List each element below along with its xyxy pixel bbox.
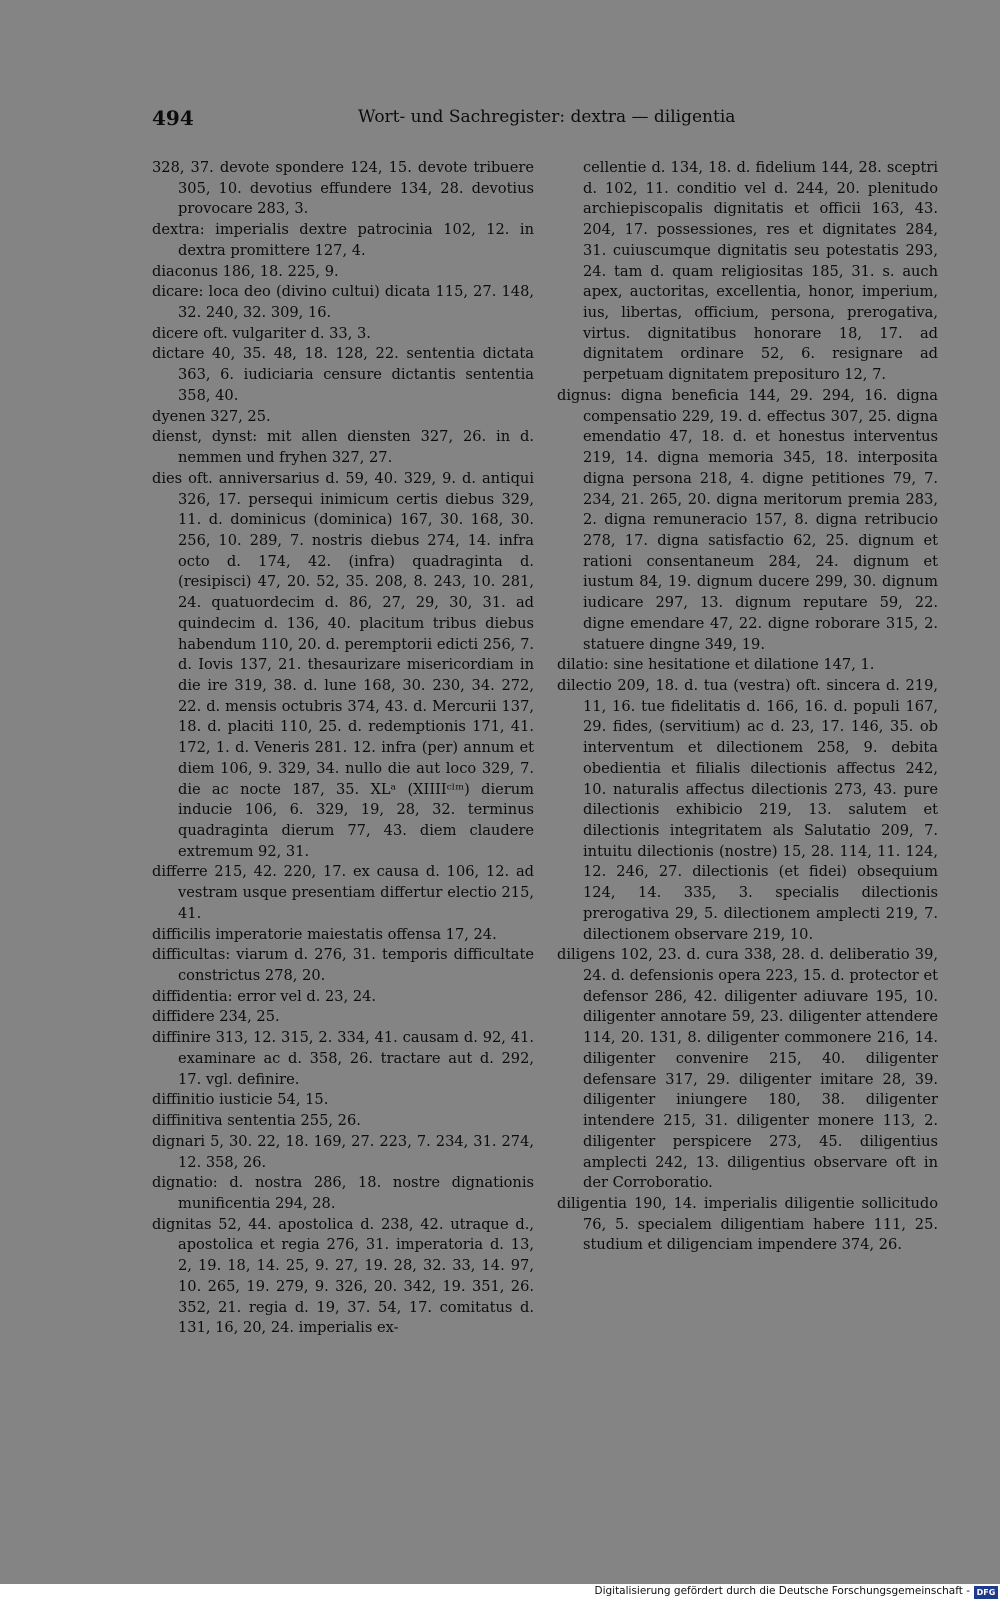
index-entry: dienst, dynst: mit allen diensten 327, 26. in d. nemmen und fryhen 327, 27.	[152, 428, 534, 467]
index-entry: diffidentia: error vel d. 23, 24.	[152, 987, 377, 1005]
index-column-left	[152, 158, 534, 1339]
index-entry: dextra: imperialis dextre patrocinia 102, 12. in dextra promittere 127, 4.	[152, 221, 534, 259]
index-entry: cellentie d. 134, 18. d. fidelium 144, 28. sceptri d. 102, 11. conditio vel d. 244, 20. plenitudo archiepiscopalis dignitatis et officii 163, 43. 204, 17. possessiones, res et dignitates 284, 31. cuiuscumque dignitatis seu potestatis 293, 24. tam d. quam religiositas 185, 31. s. auch apex, auctoritas, excellentia, honor, imperium, ius, libertas, officium, persona, prerogativa, virtus. dignitatibus honorare 18, 17. ad dignitatem ordinare 52, 6. resignare ad perpetuam dignitatem preposituro 12, 7.	[583, 159, 938, 384]
index-entry: dicere oft. vulgariter d. 33, 3.	[152, 324, 371, 342]
index-entry: differre 215, 42. 220, 17. ex causa d. 106, 12. ad vestram usque presentiam differtur electio 215, 41.	[152, 863, 534, 922]
index-entry: diffinitiva sententia 255, 26.	[152, 1112, 361, 1130]
index-entry: diffinitio iusticie 54, 15.	[152, 1091, 329, 1109]
index-entry: dies oft. anniversarius d. 59, 40. 329, 9. d. antiqui 326, 17. persequi inimicum certis diebus 329, 11. d. dominicus (dominica) 167, 30. 168, 30. 256, 10. 289, 7. nostris diebus 274, 14. infra octo d. 174, 42. (infra) quadraginta d. (resipisci) 47, 20. 52, 35. 208, 8. 243, 10. 281, 24. quatuordecim d. 86, 27, 29, 30, 31. ad quindecim d. 136, 40. placitum tribus diebus habendum 110, 20. d. peremptorii edicti 256, 7. d. Iovis 137, 21. thesaurizare misericordiam in die ire 319, 38. d. lune 168, 30. 230, 34. 272, 22. d. mensis octubris 374, 43. d. Mercurii 137, 18. d. placiti 110, 25. d. redemptionis 171, 41. 172, 1. d. Veneris 281. 12. infra (per) annum et diem 106, 9. 329, 34. nullo die aut loco 329, 7. die ac nocte 187, 35. XLᵃ (XIIIIᶜˡᵐ) dierum inducie 106, 6. 329, 19, 28, 32. terminus quadraginta dierum 77, 43. diem claudere extremum 92, 31.	[152, 469, 534, 860]
digitization-footer	[0, 1584, 1000, 1602]
page-number: 494	[152, 106, 194, 130]
footer-credit: Digitalisierung gefördert durch die Deutsche Forschungsgemeinschaft -	[594, 1585, 970, 1597]
index-entry: diffidere 234, 25.	[152, 1008, 280, 1026]
index-entry: diligens 102, 23. d. cura 338, 28. d. deliberatio 39, 24. d. defensionis opera 223, 15. d. protector et defensor 286, 42. diligenter adiuvare 195, 10. diligenter annotare 59, 23. diligenter attendere 114, 20. 131, 8. diligenter commonere 216, 14. diligenter convenire 215, 40. diligenter defensare 317, 29. diligenter imitare 28, 39. diligenter iniungere 180, 38. diligenter intendere 215, 31. diligenter monere 113, 2. diligenter perspicere 273, 45. diligentius amplecti 242, 13. diligentius observare oft in der Corroboratio.	[557, 946, 938, 1192]
index-entry: dignatio: d. nostra 286, 18. nostre dignationis munificentia 294, 28.	[152, 1174, 534, 1212]
running-title: Wort- und Sachregister: dextra — diligentia	[358, 107, 736, 127]
index-entry: dyenen 327, 25.	[152, 407, 271, 425]
index-entry: dignitas 52, 44. apostolica d. 238, 42. utraque d., apostolica et regia 276, 31. imperatoria d. 13, 2, 19. 18, 14. 25, 9. 27, 19. 28, 32. 33, 14. 97, 10. 265, 19. 279, 9. 326, 20. 342, 19. 351, 26. 352, 21. regia d. 19, 37. 54, 17. comitatus d. 131, 16, 20, 24. imperialis ex-	[152, 1215, 534, 1337]
index-entry: dicare: loca deo (divino cultui) dicata 115, 27. 148, 32. 240, 32. 309, 16.	[152, 283, 534, 322]
index-entry: diaconus 186, 18. 225, 9.	[152, 262, 339, 280]
index-entry: difficultas: viarum d. 276, 31. temporis difficultate constrictus 278, 20.	[152, 946, 534, 985]
index-entry: dignus: digna beneficia 144, 29. 294, 16. digna compensatio 229, 19. d. effectus 307, 25. digna emendatio 47, 18. d. et honestus interventus 219, 14. digna memoria 345, 18. interposita digna persona 218, 4. digne petitiones 79, 7. 234, 21. 265, 20. digna meritorum premia 283, 2. digna remuneracio 157, 8. digna retribucio 278, 17. digna satisfactio 62, 25. dignum et rationi consentaneum 284, 24. dignum et iustum 84, 19. dignum ducere 299, 30. dignum iudicare 297, 13. dignum reputare 59, 22. digne emendare 47, 22. digne roborare 315, 2. statuere dingne 349, 19.	[557, 386, 938, 653]
index-entry: diligentia 190, 14. imperialis diligentie sollicitudo 76, 5. specialem diligentiam habere 111, 25. studium et diligenciam impendere 374, 26.	[557, 1194, 938, 1254]
page-header	[152, 106, 736, 136]
index-entry: dictare 40, 35. 48, 18. 128, 22. sententia dictata 363, 6. iudiciaria censure dictantis sententia 358, 40.	[152, 345, 534, 404]
index-column-right	[557, 158, 938, 1256]
dfg-logo-icon: DFG	[974, 1586, 998, 1599]
index-entry: diffinire 313, 12. 315, 2. 334, 41. causam d. 92, 41. examinare ac d. 358, 26. tractare aut d. 292, 17. vgl. definire.	[152, 1029, 534, 1088]
index-entry: 328, 37. devote spondere 124, 15. devote tribuere 305, 10. devotius effundere 134, 28. devotius provocare 283, 3.	[152, 159, 534, 218]
index-entry: dignari 5, 30. 22, 18. 169, 27. 223, 7. 234, 31. 274, 12. 358, 26.	[152, 1132, 534, 1171]
index-entry: difficilis imperatorie maiestatis offensa 17, 24.	[152, 925, 497, 943]
index-entry: dilatio: sine hesitatione et dilatione 147, 1.	[557, 656, 875, 674]
index-entry: dilectio 209, 18. d. tua (vestra) oft. sincera d. 219, 11, 16. tue fidelitatis d. 166, 16. d. populi 167, 29. fides, (servitium) ac d. 23, 17. 146, 35. ob interventum et dilectionem 258, 9. debita obedientia et filialis dilectionis affectus 242, 10. naturalis affectus dilectionis 273, 43. pure dilectionis exhibicio 219, 13. salutem et dilectionis integritatem als Salutatio 209, 7. intuitu dilectionis (nostre) 15, 28. 114, 11. 124, 12. 246, 27. dilectionis (et fidei) obsequium 124, 14. 335, 3. specialis dilectionis prerogativa 29, 5. dilectionem amplecti 219, 7. dilectionem observare 219, 10.	[557, 676, 938, 943]
